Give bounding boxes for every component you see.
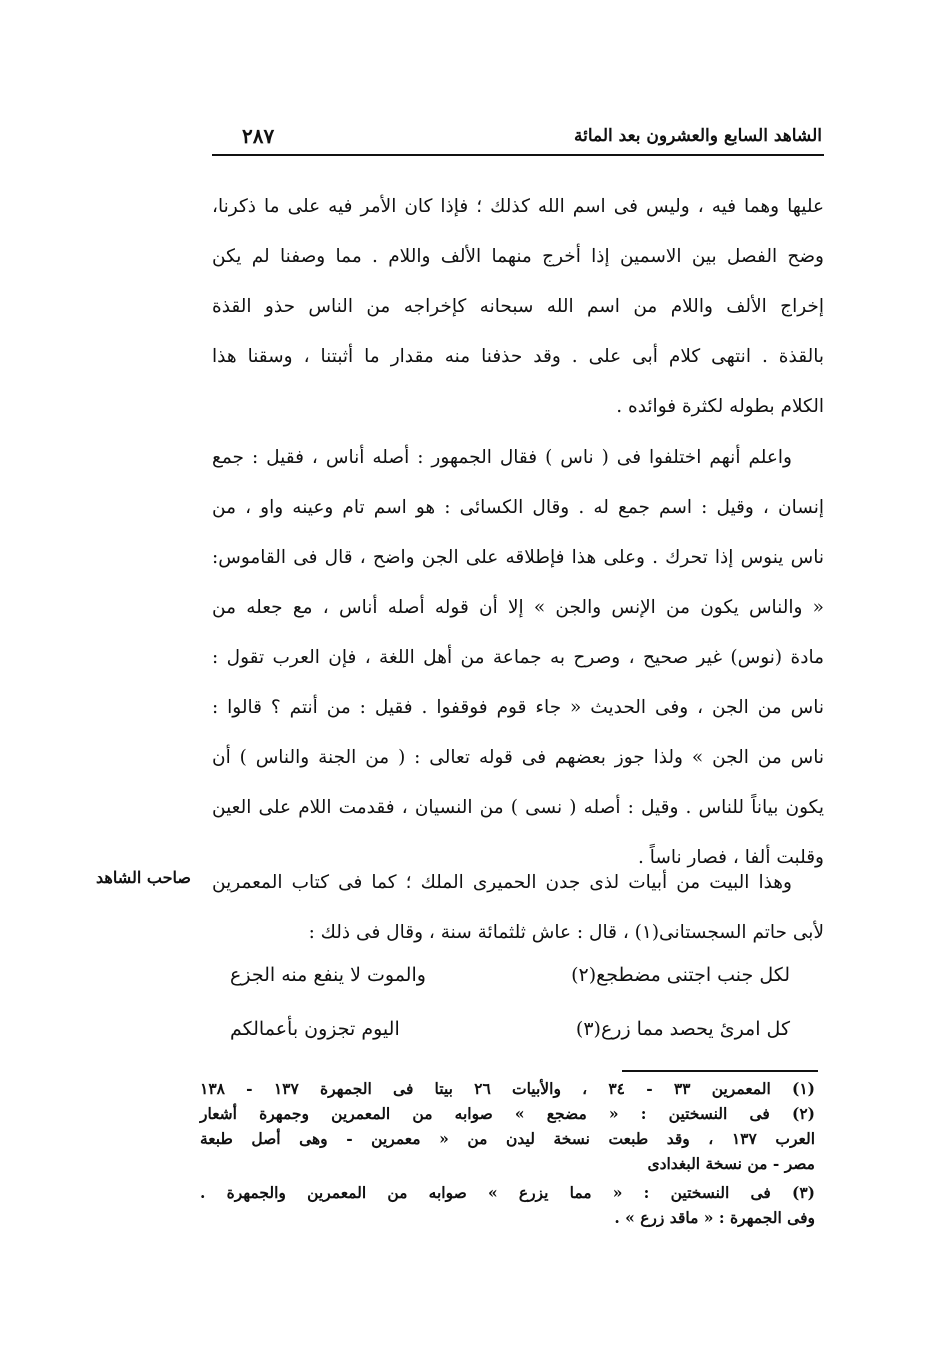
verse-line — [230, 964, 790, 998]
footnote-line: (٢) فى النسختين : « مضجع » صوابه من المعمرين وجمهرة أشعار — [200, 1104, 815, 1123]
body-line: الكلام بطوله لكثرة فوائده . — [616, 396, 824, 417]
page-number: ٢٨٧ — [242, 124, 275, 148]
footnote-line: وفى الجمهرة : « ماقد زرع » . — [614, 1208, 815, 1227]
footnote-divider — [622, 1070, 818, 1072]
running-title: الشاهد السابع والعشرون بعد المائة — [573, 126, 822, 146]
verse-first-hemistich: كل امرئ يحصد مما زرع(٣) — [575, 1018, 790, 1040]
body-line: واعلم أنهم اختلفوا فى ( ناس ) فقال الجمهور : أصله أناس ، فقيل : جمع — [212, 447, 792, 468]
footnote-line: مصر - من نسخة البغدادى — [647, 1154, 815, 1173]
verse-first-hemistich: لكل جنب اجتنى مضطجع(٢) — [571, 964, 790, 986]
body-line: وهذا البيت من أبيات لذى جدن الحميرى الملك ؛ كما فى كتاب المعمرين — [212, 872, 792, 893]
body-line: يكون بياناً للناس . وقيل : أصله ( نسى ) من النسيان ، فقدمت اللام على العين — [212, 797, 824, 818]
footnote-line: (١) المعمرين ٣٣ - ٣٤ ، والأبيات ٢٦ بيتا فى الجمهرة ١٣٧ - ١٣٨ — [200, 1079, 815, 1098]
margin-note: صاحب الشاهد — [96, 868, 191, 887]
footnote-line: العرب ١٣٧ ، وقد طبعت نسخة ليدن من « معمرين - وهى أصل طبعة — [200, 1129, 816, 1148]
body-line: « والناس يكون من الإنس والجن » إلا أن قوله أصله أناس ، مع جعله من — [212, 597, 824, 618]
body-line: مادة (نوس) غير صحيح ، وصرح به جماعة من أهل اللغة ، فإن العرب تقول : — [212, 647, 824, 668]
body-line: ناس من الجن » ولذا جوز بعضهم فى قوله تعالى : ( من الجنة والناس ) أن — [212, 747, 824, 768]
body-line: ناس ينوس إذا تحرك . وعلى هذا فإطلاقه على الجن واضح ، قال فى القاموس: — [212, 547, 824, 568]
body-line: بالقذة . انتهى كلام أبى على . وقد حذفنا منه مقدار ما أثبتنا ، وسقنا هذا — [212, 346, 824, 367]
body-line: وضح الفصل بين الاسمين إذا أخرج منهما الألف واللام . مما وصفنا لم يكن — [212, 246, 824, 267]
body-line: إنسان ، وقيل : اسم جمع له . وقال الكسائى : هو اسم تام وعينه واو ، من — [212, 497, 824, 518]
body-line: لأبى حاتم السجستانى(١) ، قال : عاش ثلثمائة سنة ، وقال فى ذلك : — [308, 922, 824, 943]
page-header — [212, 124, 824, 156]
body-line: عليها وهما فيه ، وليس فى اسم الله كذلك ؛ فإذا كان الأمر فيه على ما ذكرنا، — [212, 196, 824, 217]
verse-line — [230, 1018, 790, 1052]
body-line: إخراج الألف واللام من اسم الله سبحانه كإخراجه من الناس حذو القذة — [212, 296, 824, 317]
verse-second-hemistich: والموت لا ينفع منه الجزع — [230, 964, 426, 986]
body-line: ناس من الجن ، وفى الحديث « جاء قوم فوقفوا . فقيل : من أنتم ؟ قالوا : — [212, 697, 824, 718]
body-line: وقلبت ألفا ، فصار ناساً . — [637, 847, 824, 868]
footnote-line: (٣) فى النسختين : « مما يزرع » صوابه من المعمرين والجمهرة . — [200, 1183, 815, 1202]
verse-second-hemistich: اليوم تجزون بأعمالكم — [230, 1018, 400, 1040]
